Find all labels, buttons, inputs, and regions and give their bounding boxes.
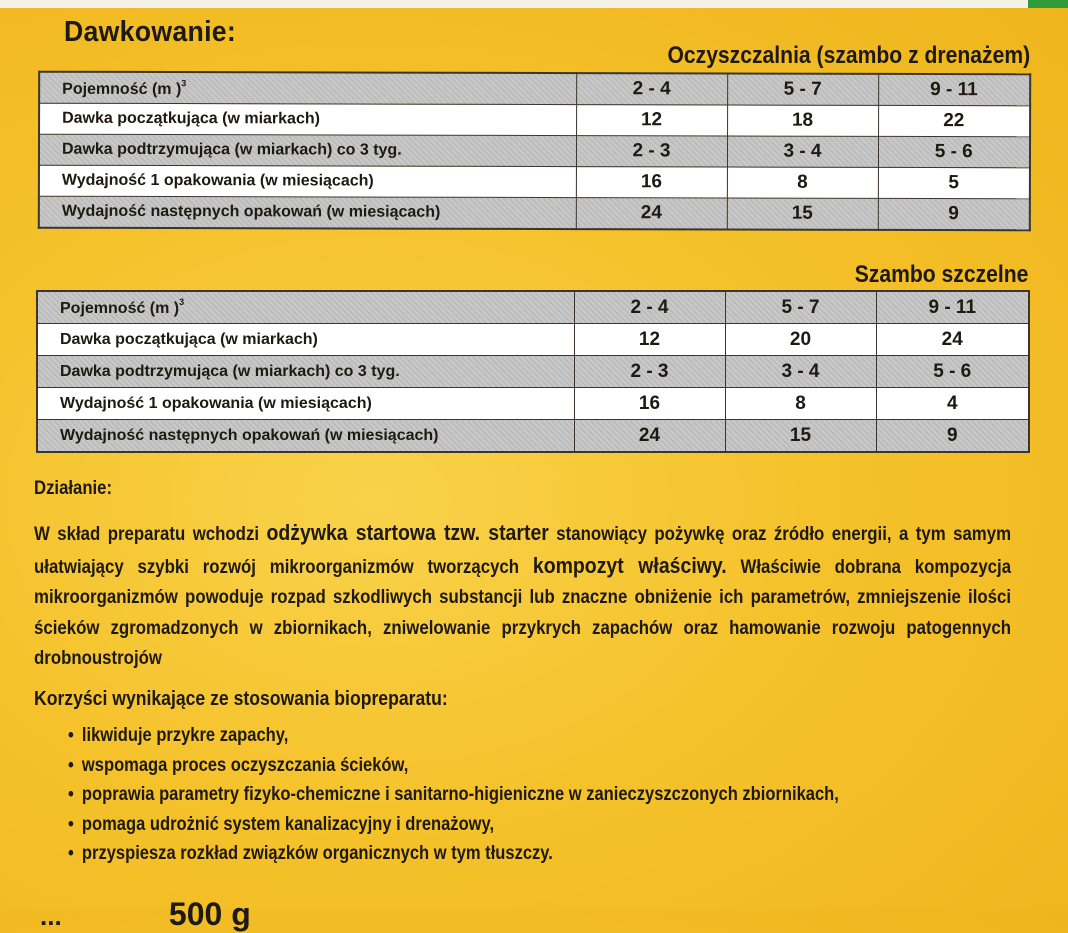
dosage-table-drainage bbox=[38, 71, 1031, 232]
cell-value: 9 - 11 bbox=[876, 291, 1029, 324]
bullet-icon: • bbox=[68, 725, 74, 746]
cell-value: 24 bbox=[576, 198, 727, 230]
cell-value: 2 - 3 bbox=[574, 356, 725, 388]
action-heading: Działanie: bbox=[34, 478, 113, 499]
table-row bbox=[39, 134, 1030, 168]
cell-value: 22 bbox=[878, 105, 1030, 136]
bullet-icon: • bbox=[68, 843, 74, 864]
row-label: Dawka podtrzymująca (w miarkach) co 3 tyg. bbox=[37, 356, 574, 388]
row-label: Dawka podtrzymująca (w miarkach) co 3 tyg. bbox=[39, 134, 576, 166]
cell-value: 5 - 6 bbox=[878, 136, 1030, 167]
package-weight: 500 g bbox=[168, 896, 251, 932]
cell-value: 16 bbox=[574, 388, 725, 420]
action-paragraph bbox=[34, 518, 1011, 675]
package-size-partial bbox=[40, 896, 251, 933]
cell-value: 24 bbox=[876, 324, 1029, 356]
table-row bbox=[39, 196, 1030, 230]
cell-value: 18 bbox=[727, 105, 878, 136]
top-strip bbox=[0, 0, 1068, 8]
cell-value: 3 - 4 bbox=[725, 356, 876, 388]
row-label: Wydajność następnych opakowań (w miesiącach) bbox=[39, 196, 576, 229]
cell-value: 15 bbox=[725, 420, 876, 453]
highlight-composite: kompozyt właściwy. bbox=[532, 552, 727, 578]
paragraph-text: W skład preparatu wchodzi bbox=[34, 524, 260, 545]
row-label: Wydajność 1 opakowania (w miesiącach) bbox=[37, 388, 574, 420]
cell-value: 5 - 6 bbox=[876, 356, 1029, 388]
dosage-table-sealed bbox=[36, 290, 1030, 453]
cell-value: 2 - 3 bbox=[576, 136, 727, 167]
cell-value: 5 bbox=[878, 167, 1030, 198]
cell-value: 9 bbox=[878, 198, 1030, 230]
cell-value: 12 bbox=[576, 105, 727, 136]
cell-value: 15 bbox=[727, 198, 878, 230]
list-item: • pomaga udrożnić system kanalizacyjny i drenażowy, bbox=[68, 810, 839, 840]
row-label: Dawka początkująca (w miarkach) bbox=[37, 324, 574, 356]
table2-title: Szambo szczelne bbox=[854, 261, 1028, 288]
green-accent-bar bbox=[1028, 0, 1068, 8]
table-row bbox=[37, 388, 1029, 420]
cell-value: 2 - 4 bbox=[576, 73, 727, 105]
cell-value: 4 bbox=[876, 388, 1029, 420]
list-item: • poprawia parametry fizyko-chemiczne i sanitarno-higieniczne w zanieczyszczonych zbiornikach, bbox=[68, 780, 839, 810]
cell-value: 9 bbox=[876, 420, 1029, 453]
benefits-list bbox=[68, 721, 954, 869]
partial-label: ... bbox=[40, 901, 62, 931]
table-row bbox=[37, 291, 1029, 324]
cell-value: 9 - 11 bbox=[878, 74, 1030, 106]
cell-value: 20 bbox=[725, 324, 876, 356]
benefits-heading: Korzyści wynikające ze stosowania biopreparatu: bbox=[34, 688, 448, 710]
list-item: • likwiduje przykre zapachy, bbox=[68, 721, 839, 751]
table-row bbox=[37, 356, 1029, 388]
cell-value: 3 - 4 bbox=[727, 136, 878, 167]
cell-value: 8 bbox=[725, 388, 876, 420]
table-row bbox=[39, 103, 1030, 137]
row-label: Dawka początkująca (w miarkach) bbox=[39, 103, 576, 135]
bullet-icon: • bbox=[68, 754, 74, 776]
dosage-heading: Dawkowanie: bbox=[64, 16, 237, 48]
cell-value: 24 bbox=[574, 420, 725, 453]
row-label: Wydajność następnych opakowań (w miesiącach) bbox=[37, 420, 574, 453]
cell-value: 5 - 7 bbox=[725, 291, 876, 324]
table-row bbox=[39, 72, 1030, 106]
bullet-icon: • bbox=[68, 784, 74, 805]
bullet-icon: • bbox=[68, 813, 74, 835]
table-row bbox=[37, 420, 1029, 453]
cell-value: 8 bbox=[727, 167, 878, 198]
cell-value: 5 - 7 bbox=[727, 74, 878, 106]
row-label: Wydajność 1 opakowania (w miesiącach) bbox=[39, 165, 576, 197]
row-label: Pojemność (m )$^3$ bbox=[37, 291, 574, 324]
list-item: • przyspiesza rozkład związków organicznych w tym tłuszczy. bbox=[68, 839, 839, 869]
paragraph-text: stanowiący pożywkę oraz źródło energii, a tym samym ułatwiający szybki rozwój mikroorganizmów tworzących bbox=[34, 524, 1012, 578]
table-row bbox=[39, 165, 1030, 199]
cell-value: 16 bbox=[576, 167, 727, 198]
paragraph-text: Właściwie dobrana kompozycja mikroorganizmów powoduje rozpad szkodliwych substancji lub znaczne obniżenie ich parametrów, zmniejszenie ilości ścieków zgromadzonych w zbiornikach, zniwelowanie przykrych zapachów oraz hamowanie rozwoju patogennych drobnoustrojów bbox=[34, 556, 1012, 669]
table1-title: Oczyszczalnia (szambo z drenażem) bbox=[667, 42, 1030, 69]
highlight-starter: odżywka startowa tzw. starter bbox=[266, 520, 549, 545]
list-item: • wspomaga proces oczyszczania ścieków, bbox=[68, 751, 839, 781]
row-label: Pojemność (m )$^3$ bbox=[39, 72, 576, 105]
table-row bbox=[37, 324, 1029, 356]
cell-value: 12 bbox=[574, 324, 725, 356]
cell-value: 2 - 4 bbox=[574, 291, 725, 324]
